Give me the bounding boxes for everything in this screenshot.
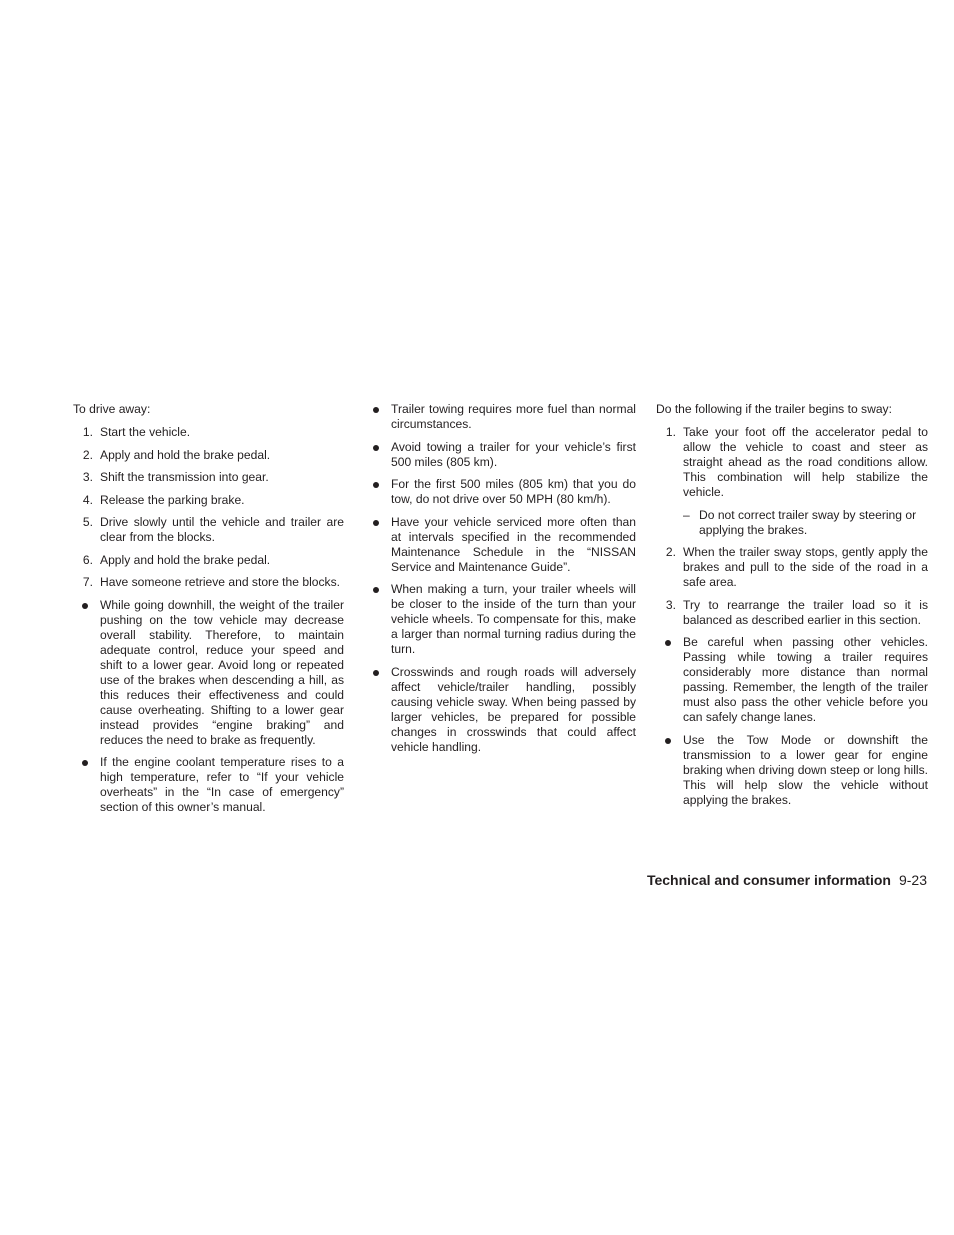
step-text: Release the parking brake. — [100, 492, 245, 507]
bullet-text: While going downhill, the weight of the trailer pushing on the tow vehicle may decrease overall stability. Therefore, to maintain adequate control, reduce your speed and shift to a lower gear. Avoid long or repeated use of the brakes when descending a hill, as this reduces their effectiveness and could cause overheating. Shifting to a lower gear instead provides “engine braking” and reduces the need to brake as frequently. — [100, 597, 344, 747]
middle-column — [364, 402, 636, 762]
step-text: Start the vehicle. — [100, 425, 191, 439]
downhill-caution-list — [73, 598, 344, 816]
step-item — [73, 575, 344, 590]
bullet-icon — [373, 482, 379, 488]
bullet-icon — [373, 587, 379, 593]
step-text: Drive slowly until the vehicle and trailer are clear from the blocks. — [100, 515, 344, 544]
sub-note-text: Do not correct trailer sway by steering or applying the brakes. — [699, 507, 917, 537]
bullet-text: Use the Tow Mode or downshift the transmission to a lower gear for engine braking when driving down steep or long hills. This will help slow the vehicle without applying the brakes. — [683, 732, 928, 807]
sub-note — [683, 508, 928, 538]
bullet-item — [364, 665, 636, 755]
bullet-text: For the first 500 miles (805 km) that you do tow, do not drive over 50 MPH (80 km/h). — [391, 477, 636, 506]
step-number: 3. — [82, 470, 93, 484]
step-text: Try to rearrange the trailer load so it is balanced as described earlier in this section. — [683, 597, 928, 627]
dash-marker: – — [683, 507, 690, 522]
page-footer — [647, 871, 927, 889]
bullet-text: Have your vehicle serviced more often than at intervals specified in the recommended Maintenance Schedule in the “NISSAN Service and Maintenance Guide”. — [391, 514, 636, 574]
drive-away-steps — [73, 425, 344, 590]
bullet-item — [656, 733, 928, 808]
bullet-icon — [373, 407, 379, 413]
bullet-item — [656, 635, 928, 725]
bullet-text: Trailer towing requires more fuel than normal circumstances. — [391, 402, 636, 431]
bullet-icon — [373, 520, 379, 526]
step-item — [73, 448, 344, 463]
trailer-sway-intro: Do the following if the trailer begins to sway: — [656, 402, 892, 416]
step-item — [73, 553, 344, 568]
bullet-text: If the engine coolant temperature rises to a high temperature, refer to “If your vehicle overheats” in the “In case of emergency” section of this owner’s manual. — [100, 755, 344, 814]
step-text: Apply and hold the brake pedal. — [100, 447, 271, 462]
step-number: 7. — [82, 575, 93, 589]
step-text: Apply and hold the brake pedal. — [100, 552, 271, 567]
bullet-icon — [373, 445, 379, 451]
bullet-item — [73, 755, 344, 815]
step-number: 6. — [82, 552, 93, 567]
step-item — [73, 493, 344, 508]
passing-caution-list — [656, 635, 928, 808]
step-text: Take your foot off the accelerator pedal to allow the vehicle to coast and steer as straight ahead as the road conditions allow. This combination will help stabilize the vehicle. — [683, 425, 928, 499]
bullet-text: Avoid towing a trailer for your vehicle’s first 500 miles (805 km). — [391, 439, 636, 469]
step-number: 2. — [82, 447, 93, 462]
page-number: 9-23 — [898, 872, 927, 888]
step-number: 1. — [665, 425, 676, 439]
towing-tips-list — [364, 402, 636, 755]
trailer-sway-steps — [656, 425, 928, 628]
step-item — [656, 545, 928, 590]
bullet-icon — [665, 738, 671, 744]
bullet-item — [364, 402, 636, 432]
section-title: Technical and consumer information — [646, 872, 891, 888]
bullet-text: Be careful when passing other vehicles. Passing while towing a trailer requires considerably more distance than normal passing. Remember, the length of the trailer must also pass the other vehicle before you can safely change lanes. — [683, 635, 928, 724]
bullet-icon — [82, 760, 88, 766]
step-number: 5. — [82, 515, 93, 529]
step-number: 3. — [665, 597, 676, 612]
left-column — [73, 402, 344, 823]
step-item — [73, 470, 344, 485]
step-number: 1. — [82, 425, 93, 439]
bullet-icon — [82, 603, 88, 609]
bullet-item — [73, 598, 344, 748]
right-column — [656, 402, 928, 815]
bullet-icon — [665, 640, 671, 646]
bullet-text: When making a turn, your trailer wheels will be closer to the inside of the turn than your vehicle wheels. To compensate for this, make a larger than normal turning radius during the turn. — [391, 582, 636, 656]
step-number: 2. — [665, 545, 676, 559]
bullet-item — [364, 440, 636, 470]
step-item — [656, 598, 928, 628]
drive-away-intro: To drive away: — [73, 402, 151, 416]
step-text: When the trailer sway stops, gently apply the brakes and pull to the side of the road in a safe area. — [683, 545, 928, 589]
bullet-item — [364, 477, 636, 507]
step-item — [73, 425, 344, 440]
step-item — [656, 425, 928, 538]
bullet-icon — [373, 670, 379, 676]
step-text: Shift the transmission into gear. — [100, 470, 269, 484]
bullet-item — [364, 515, 636, 575]
step-number: 4. — [82, 492, 93, 507]
step-item — [73, 515, 344, 545]
bullet-text: Crosswinds and rough roads will adversely affect vehicle/trailer handling, possibly causing vehicle sway. When being passed by larger vehicles, be prepared for possible changes in crosswinds that could affect vehicle handling. — [391, 664, 636, 754]
step-text: Have someone retrieve and store the blocks. — [100, 575, 340, 589]
bullet-item — [364, 582, 636, 657]
